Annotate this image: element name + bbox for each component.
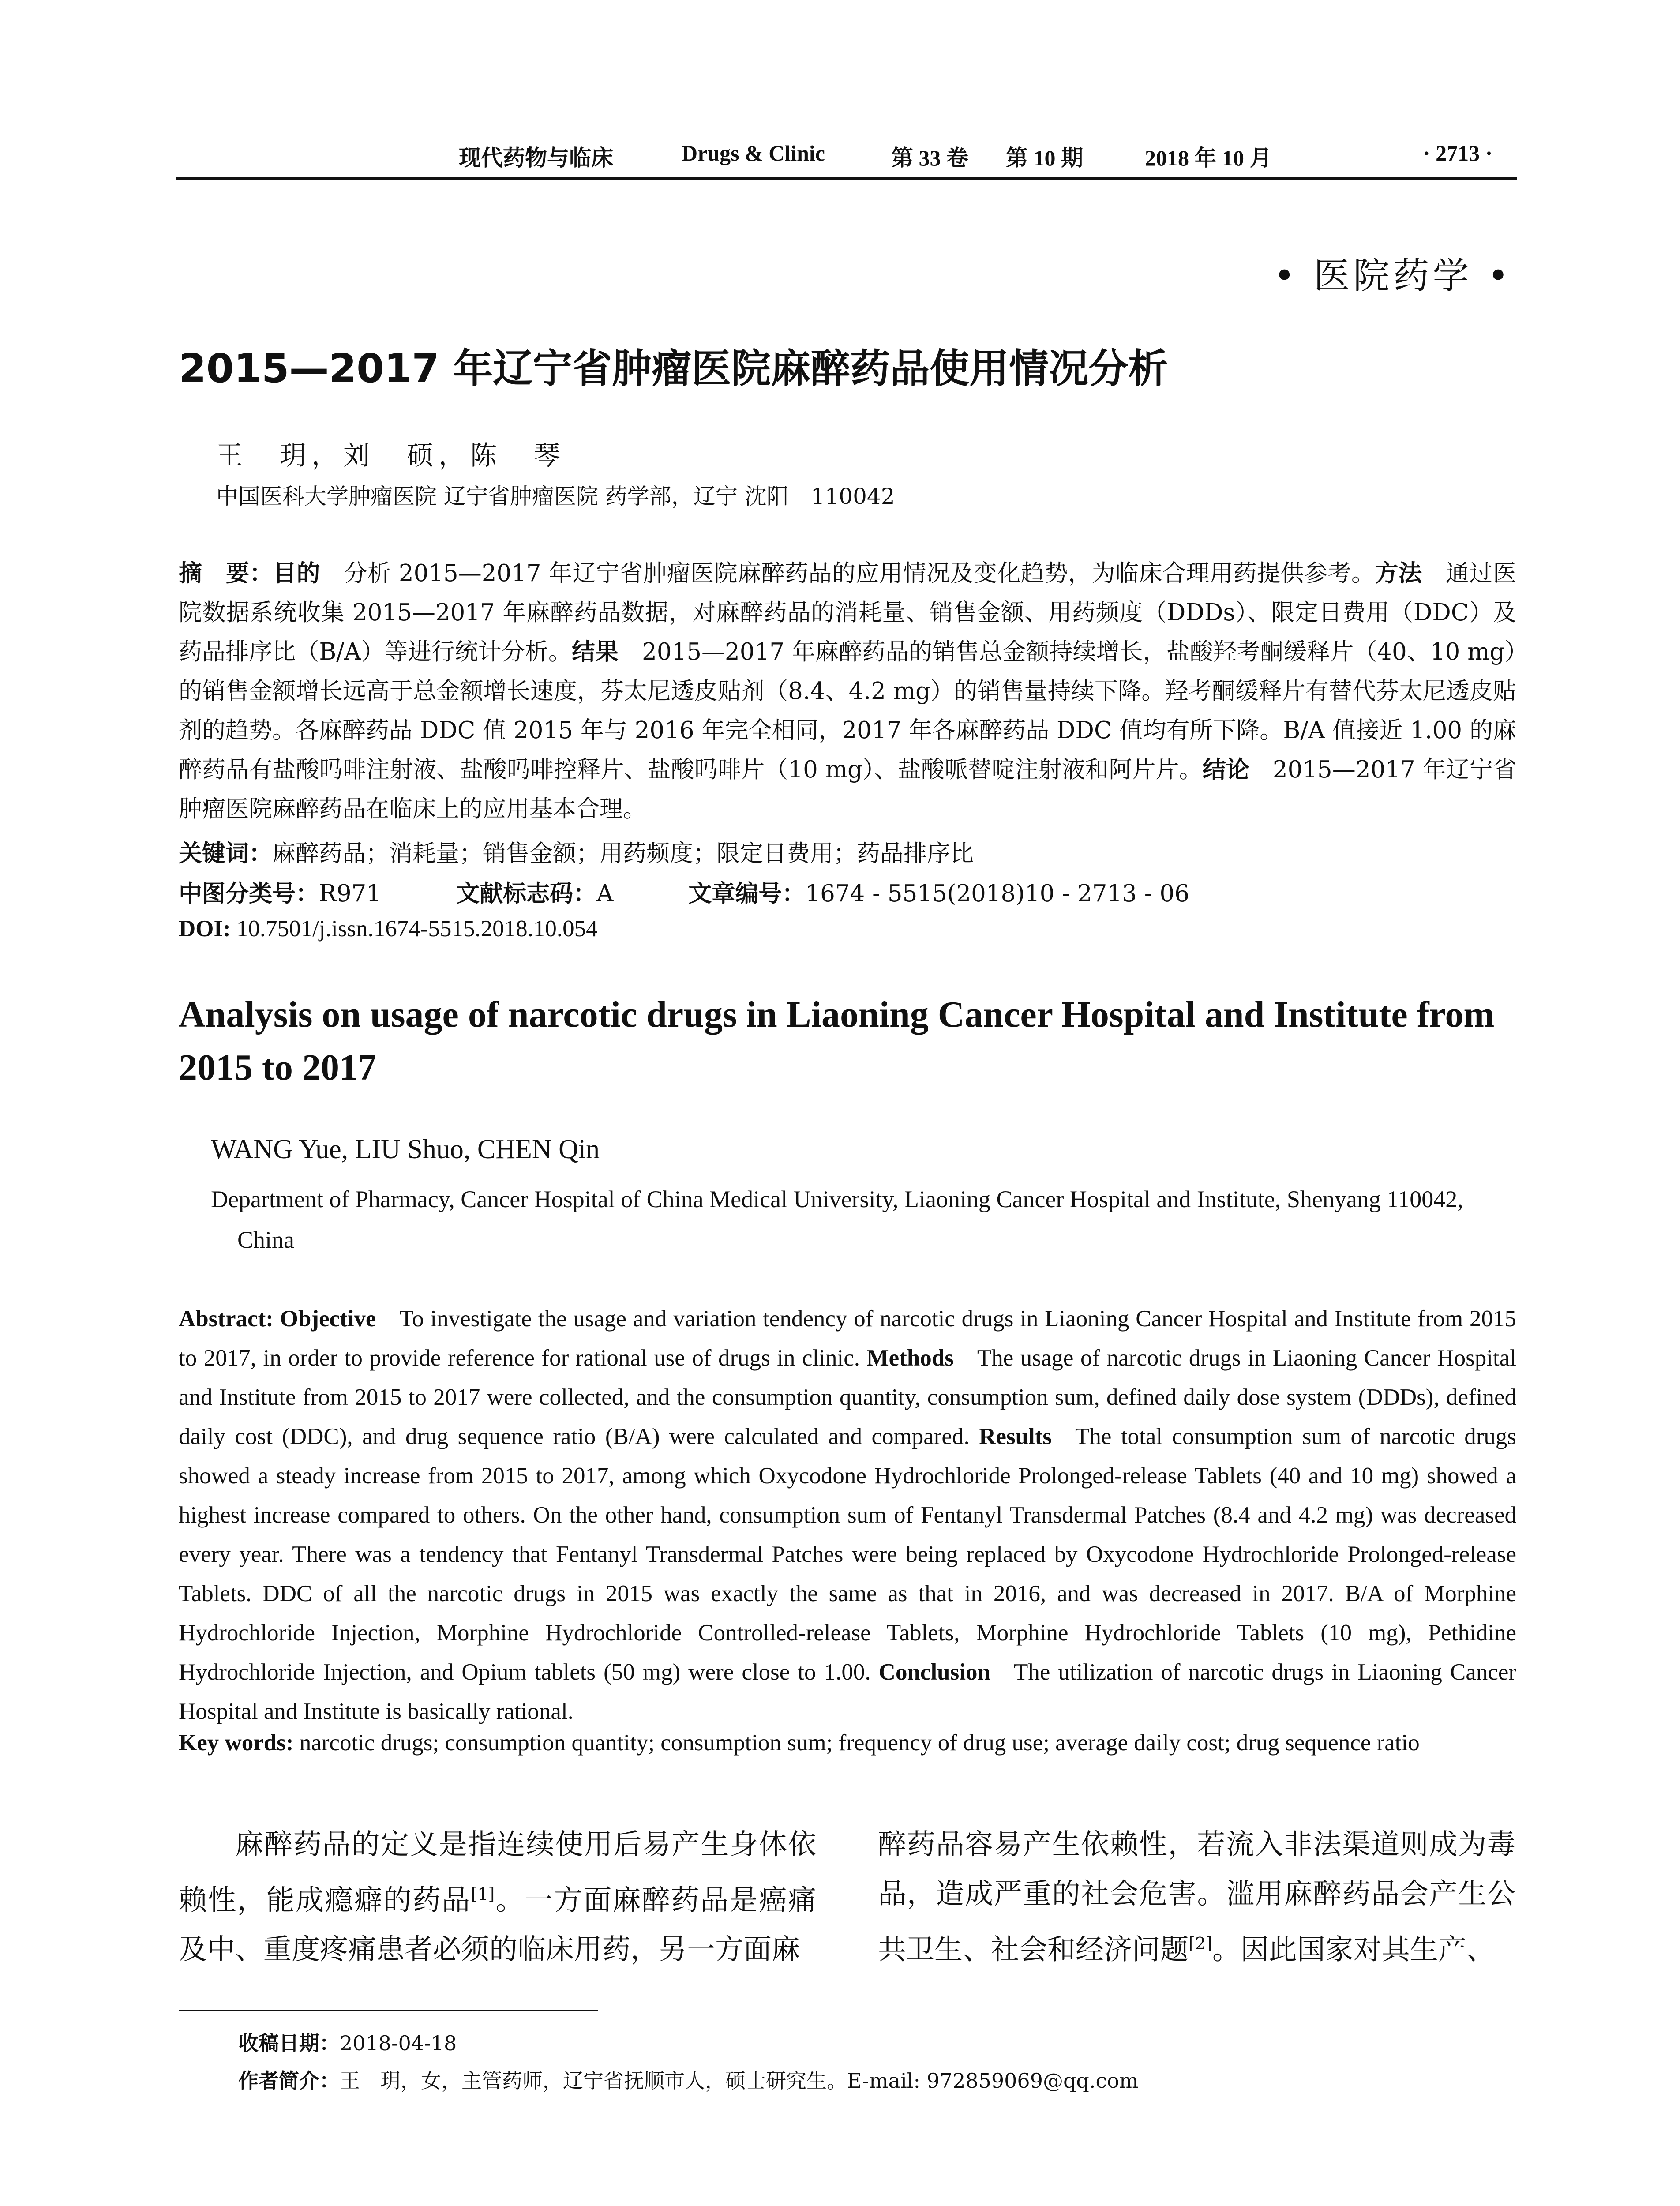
abstract-en-methods-label: Methods [866, 1345, 954, 1371]
abstract-en-methods: The usage of narcotic drugs in Liaoning Cancer Hospital and Institute from 2015 to 2017 were collected, and the consumption quantity, consumption sum, defined daily dose system (DDDs), defined daily cost (DDC), and drug sequence ratio (B/A) were calculated and compared. [179, 1345, 1516, 1449]
section-tag: • 医院药学 • [1274, 255, 1512, 297]
abstract-cn-results: 2015—2017 年麻醉药品的销售总金额持续增长，盐酸羟考酮缓释片（40、10 mg）的销售金额增长远高于总金额增长速度，芬太尼透皮贴剂（8.4、4.2 mg）的销售量持续下降。羟考酮缓释片有替代芬太尼透皮贴剂的趋势。各麻醉药品 DDC 值 2015 年与 2016 年完全相同，2017 年各麻醉药品 DDC 值均有所下降。B/A 值接近 1.00 的麻醉药品有盐酸吗啡注射液、盐酸吗啡控释片、盐酸吗啡片（10 mg）、盐酸哌替啶注射液和阿片片。 [179, 638, 1516, 783]
page-number: · 2713 · [1423, 141, 1493, 165]
abstract-cn-methods-label: 方法 [1375, 560, 1422, 587]
abstract-cn-objective-label: 目的 [273, 560, 321, 587]
body-left-text-1: 麻醉药品的定义是指连续使用后易产生身体依赖性，能成瘾癖的药品 [179, 1828, 816, 1917]
abstract-cn-conclusion: 2015—2017 年辽宁省肿瘤医院麻醉药品在临床上的应用基本合理。 [179, 756, 1516, 822]
keywords-cn-label: 关键词： [179, 840, 272, 867]
title-cn: 2015—2017 年辽宁省肿瘤医院麻醉药品使用情况分析 [179, 345, 1168, 392]
abstract-en [179, 1299, 1516, 1731]
body-right-text-2: 。因此国家对其生产、 [1212, 1933, 1495, 1966]
abstract-cn-results-label: 结果 [572, 638, 619, 665]
abstract-cn-objective: 分析 2015—2017 年辽宁省肿瘤医院麻醉药品的应用情况及变化趋势，为临床合理用药提供参考。 [344, 560, 1375, 587]
abstract-cn-conclusion-label: 结论 [1202, 756, 1249, 783]
body-left-text-2: 。一方面麻醉药品是癌痛及中、重度疼痛患者必须的临床用药，另一方面麻 [179, 1884, 817, 1966]
bio-label: 作者简介： [238, 2069, 340, 2093]
header-issue: 第 10 期 [1006, 146, 1083, 170]
affiliation-en-line1: Department of Pharmacy, Cancer Hospital of China Medical University, Liaoning Cancer Hospital and Institute, Shenyang 110042, [211, 1186, 1463, 1212]
abstract-en-conclusion: The utilization of narcotic drugs in Liaoning Cancer Hospital and Institute is basically rational. [179, 1659, 1516, 1724]
body-column-right [878, 1820, 1515, 1974]
doi-label: DOI: [179, 916, 231, 942]
abstract-en-objective-label: Objective [280, 1306, 376, 1332]
abstract-en-objective: To investigate the usage and variation tendency of narcotic drugs in Liaoning Cancer Hospital and Institute from 2015 to 2017, in order to provide reference for rational use of drugs in clinic. [179, 1306, 1517, 1371]
title-en: Analysis on usage of narcotic drugs in Liaoning Cancer Hospital and Institute from 2015 to 2017 [179, 994, 1495, 1088]
footnote-received [238, 2027, 457, 2056]
header-rule [176, 177, 1517, 180]
doc-code-value: A [596, 880, 614, 907]
reference-1-link[interactable]: [1] [471, 1884, 495, 1904]
keywords-en-label: Key words: [179, 1730, 294, 1756]
doc-code-label: 文献标志码： [456, 880, 597, 907]
body-column-left [179, 1820, 816, 1974]
doi-line [179, 915, 598, 942]
authors-en: WANG Yue, LIU Shuo, CHEN Qin [211, 1134, 600, 1164]
bio-text: 王 玥，女，主管药师，辽宁省抚顺市人，硕士研究生。E-mail: 972859069@qq.com [340, 2069, 1139, 2093]
doi-value: 10.7501/j.issn.1674-5515.2018.10.054 [236, 916, 598, 942]
abstract-cn-label: 摘 要： [179, 560, 274, 587]
article-no-value: 1674 - 5515(2018)10 - 2713 - 06 [805, 880, 1189, 907]
footnote-rule [179, 2010, 598, 2011]
header-volume: 第 33 卷 [891, 146, 968, 170]
abstract-en-results: The total consumption sum of narcotic drugs showed a steady increase from 2015 to 2017, among which Oxycodone Hydrochloride Prolonged-release Tablets (40 and 10 mg) showed a highest increase compared to others. On the other hand, consumption sum of Fentanyl Transdermal Patches (8.4 and 4.2 mg) was decreased every year. There was a tendency that Fentanyl Transdermal Patches were being replaced by Oxycodone Hydrochloride Prolonged-release Tablets. DDC of all the narcotic drugs in 2015 was exactly the same as that in 2016, and was decreased in 2017. B/A of Morphine Hydrochloride Injection, Morphine Hydrochloride Controlled-release Tablets, Morphine Hydrochloride Tablets (10 mg), Pethidine Hydrochloride Injection, and Opium tablets (50 mg) were close to 1.00. [179, 1424, 1517, 1685]
affiliation-en-line2: China [237, 1227, 294, 1253]
header-journal-cn: 现代药物与临床 [459, 146, 613, 170]
received-date: 2018-04-18 [340, 2031, 457, 2055]
abstract-cn [179, 554, 1516, 829]
affiliation-cn: 中国医科大学肿瘤医院 辽宁省肿瘤医院 药学部，辽宁 沈阳 110042 [216, 484, 895, 509]
header-journal-en: Drugs & Clinic [682, 141, 825, 165]
affiliation-en [211, 1179, 1517, 1260]
abstract-en-label: Abstract: [179, 1306, 274, 1332]
header-date: 2018 年 10 月 [1145, 146, 1272, 170]
body-right-text-1: 醉药品容易产生依赖性，若流入非法渠道则成为毒品，造成严重的社会危害。滥用麻醉药品会产生公共卫生、社会和经济问题 [878, 1828, 1515, 1966]
keywords-cn [179, 835, 974, 868]
authors-cn: 王 玥，刘 硕，陈 琴 [216, 440, 566, 471]
keywords-en-text: narcotic drugs; consumption quantity; consumption sum; frequency of drug use; average daily cost; drug sequence ratio [299, 1730, 1420, 1756]
keywords-cn-text: 麻醉药品；消耗量；销售金额；用药频度；限定日费用；药品排序比 [272, 840, 974, 867]
abstract-cn-methods: 通过医院数据系统收集 2015—2017 年麻醉药品数据，对麻醉药品的消耗量、销售金额、用药频度（DDDs）、限定日费用（DDC）及药品排序比（B/A）等进行统计分析。 [179, 560, 1517, 665]
received-label: 收稿日期： [238, 2031, 340, 2055]
article-no-label: 文章编号： [688, 880, 806, 907]
clc-value: R971 [319, 880, 382, 907]
clc-label: 中图分类号： [179, 880, 319, 907]
footnote-author-bio [238, 2065, 1139, 2094]
keywords-en [179, 1730, 1420, 1756]
reference-2-link[interactable]: [2] [1189, 1934, 1212, 1953]
abstract-en-results-label: Results [979, 1424, 1052, 1449]
classification-line [179, 875, 1189, 908]
abstract-en-conclusion-label: Conclusion [878, 1659, 990, 1685]
